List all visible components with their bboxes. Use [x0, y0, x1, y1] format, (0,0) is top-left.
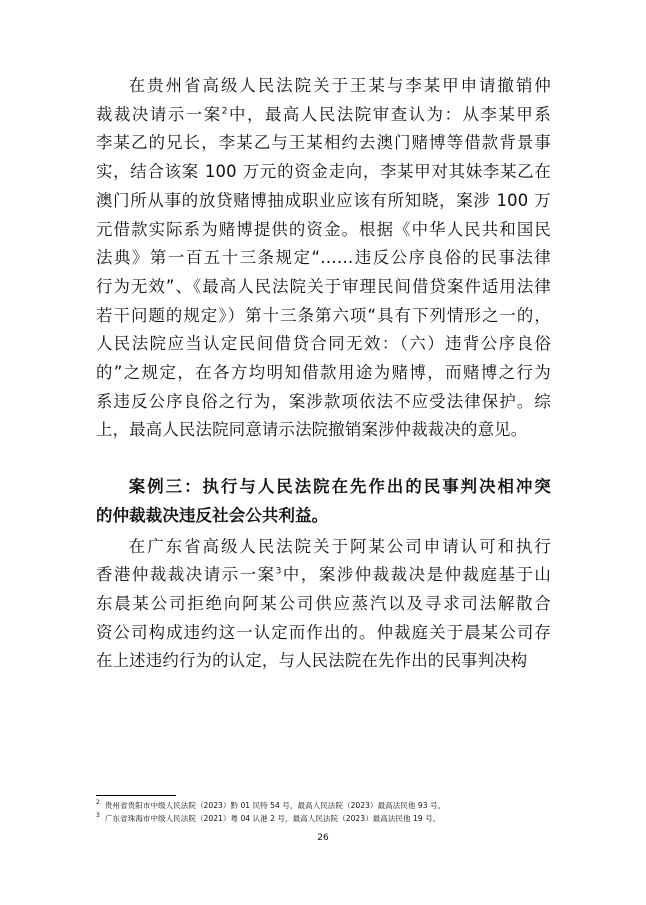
- text-line: 上，最高人民法院同意请示法院撤销案涉仲裁裁决的意见。: [96, 420, 528, 440]
- text-line: 行为无效”、《最高人民法院关于审理民间借贷案件适用法律: [96, 276, 551, 296]
- footnote-ref-2: 2: [221, 106, 228, 117]
- text-line: 在贵州省高级人民法院关于王某与李某甲申请撤销仲: [128, 76, 551, 95]
- text-line: 的”之规定，在各方均明知借款用途为赌博，而赌博之行为: [96, 363, 551, 383]
- text-line: 系违反公序良俗之行为，案涉款项依法不应受法律保护。综: [96, 391, 551, 411]
- footnote-divider: [96, 795, 176, 796]
- text-line: 在上述违约行为的认定，与人民法院在先作出的民事判决构: [96, 651, 528, 671]
- text-line: 实，结合该案 100 万元的资金走向，李某甲对其妹李某乙在: [96, 162, 551, 182]
- text-segment: 裁裁决请示一案: [96, 104, 222, 124]
- paragraph-1: [96, 72, 551, 445]
- page-number: 26: [317, 833, 329, 843]
- heading-line: 的仲裁裁决违反社会公共利益。: [96, 505, 329, 525]
- text-line: 澳门所从事的放贷赌博抽成职业应该有所知晓，案涉 100 万: [96, 190, 551, 210]
- document-body: [96, 72, 551, 676]
- footnote-number: 3: [96, 812, 100, 820]
- text-line: 若干问题的规定》）第十三条第六项“具有下列情形之一的，: [96, 305, 551, 325]
- text-line: 在广东省高级人民法院关于阿某公司申请认可和执行: [128, 536, 551, 556]
- text-line: 法典》第一百五十三条规定“……违反公序良俗的民事法律: [96, 248, 551, 268]
- footnote-3: [96, 812, 566, 825]
- case-heading: [96, 473, 551, 530]
- heading-line: 案例三：执行与人民法院在先作出的民事判决相冲突: [128, 477, 551, 497]
- text-line: 元借款实际系为赌博提供的资金。根据《中华人民共和国民: [96, 219, 551, 239]
- text-line: [96, 561, 551, 590]
- text-line: 资公司构成违约这一认定而作出的。仲裁庭关于晨某公司存: [96, 622, 551, 642]
- footnote-number: 2: [96, 799, 100, 807]
- text-line: [96, 101, 551, 130]
- text-segment: 中，最高人民法院审查认为：从李某甲系: [227, 104, 551, 124]
- footnotes: [96, 799, 566, 825]
- footnote-text: 贵州省贵阳市中级人民法院（2023）黔 01 民特 54 号，最高人民法院（2023）最高法民他 93 号。: [104, 801, 446, 810]
- paragraph-2: [96, 533, 551, 677]
- footnote-2: [96, 799, 566, 812]
- text-line: 东晨某公司拒绝向阿某公司供应蒸汽以及寻求司法解散合: [96, 593, 551, 613]
- text-line: 人民法院应当认定民间借贷合同无效：（六）违背公序良俗: [96, 334, 551, 354]
- footnote-ref-3: 3: [275, 566, 282, 577]
- footnote-text: 广东省珠海市中级人民法院（2021）粤 04 认港 2 号，最高人民法院（2023）最高法民他 19 号。: [104, 814, 441, 823]
- text-segment: 香港仲裁裁决请示一案: [96, 565, 276, 585]
- text-line: 李某乙的兄长，李某乙与王某相约去澳门赌博等借款背景事: [96, 133, 551, 153]
- text-segment: 中，案涉仲裁裁决是仲裁庭基于山: [281, 565, 551, 585]
